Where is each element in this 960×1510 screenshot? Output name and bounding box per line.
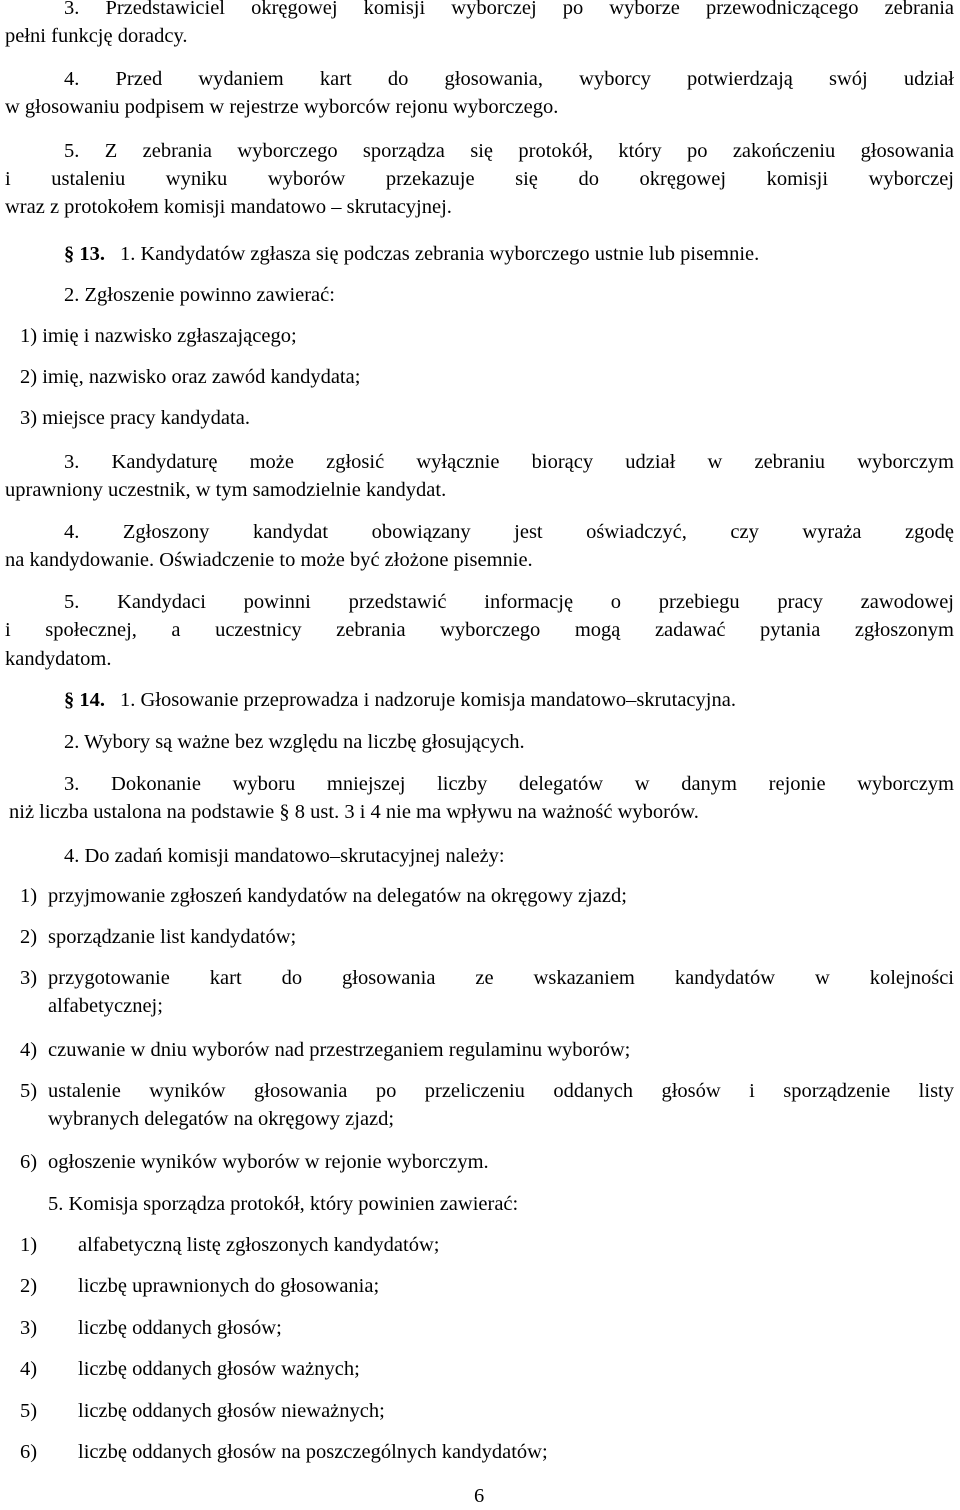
list-item: przygotowanie kart do głosowania ze wskazaniem kandydatów w kolejności xyxy=(48,967,954,989)
list-item-number: 1) xyxy=(20,885,38,907)
list-item-continuation: alfabetycznej; xyxy=(48,995,163,1017)
paragraph-line: kandydatom. xyxy=(5,648,112,670)
list-item: 2) imię, nazwisko oraz zawód kandydata; xyxy=(20,366,361,388)
paragraph-line: niż liczba ustalona na podstawie § 8 ust. 3 i 4 nie ma wpływu na ważność wyborów. xyxy=(9,801,699,823)
list-item-number: 2) xyxy=(20,1275,38,1297)
list-item-number: 1) xyxy=(20,1234,38,1256)
paragraph-line: pełni funkcję doradcy. xyxy=(5,25,188,47)
list-item: przyjmowanie zgłoszeń kandydatów na delegatów na okręgowy zjazd; xyxy=(48,885,627,907)
list-item-number: 6) xyxy=(20,1151,38,1173)
page-number: 6 xyxy=(474,1485,485,1507)
list-item: liczbę oddanych głosów ważnych; xyxy=(78,1358,360,1380)
list-item: ogłoszenie wyników wyborów w rejonie wyborczym. xyxy=(48,1151,489,1173)
list-item-number: 4) xyxy=(20,1039,38,1061)
paragraph-line: na kandydowanie. Oświadczenie to może być złożone pisemnie. xyxy=(5,549,533,571)
paragraph-line: 3. Kandydaturę może zgłosić wyłącznie biorący udział w zebraniu wyborczym xyxy=(64,451,954,473)
list-item: liczbę oddanych głosów; xyxy=(78,1317,282,1339)
paragraph-line: 5. Kandydaci powinni przedstawić informację o przebiegu pracy zawodowej xyxy=(64,591,954,613)
paragraph-line: i społecznej, a uczestnicy zebrania wyborczego mogą zadawać pytania zgłoszonym xyxy=(5,619,954,641)
paragraph-line: 1. Kandydatów zgłasza się podczas zebrania wyborczego ustnie lub pisemnie. xyxy=(120,243,760,265)
paragraph-line: 1. Głosowanie przeprowadza i nadzoruje komisja mandatowo–skrutacyjna. xyxy=(120,689,736,711)
section-13-mark: § 13. xyxy=(64,243,105,265)
list-item: sporządzanie list kandydatów; xyxy=(48,926,297,948)
list-item: liczbę oddanych głosów na poszczególnych kandydatów; xyxy=(78,1441,548,1463)
list-item-number: 6) xyxy=(20,1441,38,1463)
list-item: 1) imię i nazwisko zgłaszającego; xyxy=(20,325,297,347)
list-item-continuation: wybranych delegatów na okręgowy zjazd; xyxy=(48,1108,395,1130)
paragraph-line: 5. Z zebrania wyborczego sporządza się protokół, który po zakończeniu głosowania xyxy=(64,140,954,162)
list-item-number: 2) xyxy=(20,926,38,948)
paragraph-line: 4. Przed wydaniem kart do głosowania, wyborcy potwierdzają swój udział xyxy=(64,68,954,90)
paragraph-line: i ustaleniu wyniku wyborów przekazuje się do okręgowej komisji wyborczej xyxy=(5,168,954,190)
paragraph-line: 4. Do zadań komisji mandatowo–skrutacyjnej należy: xyxy=(64,845,505,867)
list-item: 3) miejsce pracy kandydata. xyxy=(20,407,250,429)
list-item-number: 4) xyxy=(20,1358,38,1380)
list-item-number: 5) xyxy=(20,1400,38,1422)
paragraph-line: 3. Przedstawiciel okręgowej komisji wyborczej po wyborze przewodniczącego zebrania xyxy=(64,0,954,19)
list-item-number: 5) xyxy=(20,1080,38,1102)
paragraph-line: 3. Dokonanie wyboru mniejszej liczby delegatów w danym rejonie wyborczym xyxy=(64,773,954,795)
paragraph-line: 2. Wybory są ważne bez względu na liczbę głosujących. xyxy=(64,731,525,753)
list-item-number: 3) xyxy=(20,1317,38,1339)
paragraph-line: 2. Zgłoszenie powinno zawierać: xyxy=(64,284,335,306)
paragraph-line: wraz z protokołem komisji mandatowo – skrutacyjnej. xyxy=(5,196,452,218)
list-item-number: 3) xyxy=(20,967,38,989)
paragraph-line: w głosowaniu podpisem w rejestrze wyborców rejonu wyborczego. xyxy=(5,96,559,118)
list-item: liczbę uprawnionych do głosowania; xyxy=(78,1275,380,1297)
list-item: liczbę oddanych głosów nieważnych; xyxy=(78,1400,385,1422)
list-item: ustalenie wyników głosowania po przeliczeniu oddanych głosów i sporządzenie listy xyxy=(48,1080,954,1102)
paragraph-line: 4. Zgłoszony kandydat obowiązany jest oświadczyć, czy wyraża zgodę xyxy=(64,521,954,543)
list-item: alfabetyczną listę zgłoszonych kandydatów; xyxy=(78,1234,440,1256)
paragraph-line: 5. Komisja sporządza protokół, który powinien zawierać: xyxy=(48,1193,519,1215)
section-14-mark: § 14. xyxy=(64,689,105,711)
paragraph-line: uprawniony uczestnik, w tym samodzielnie kandydat. xyxy=(5,479,447,501)
list-item: czuwanie w dniu wyborów nad przestrzeganiem regulaminu wyborów; xyxy=(48,1039,631,1061)
